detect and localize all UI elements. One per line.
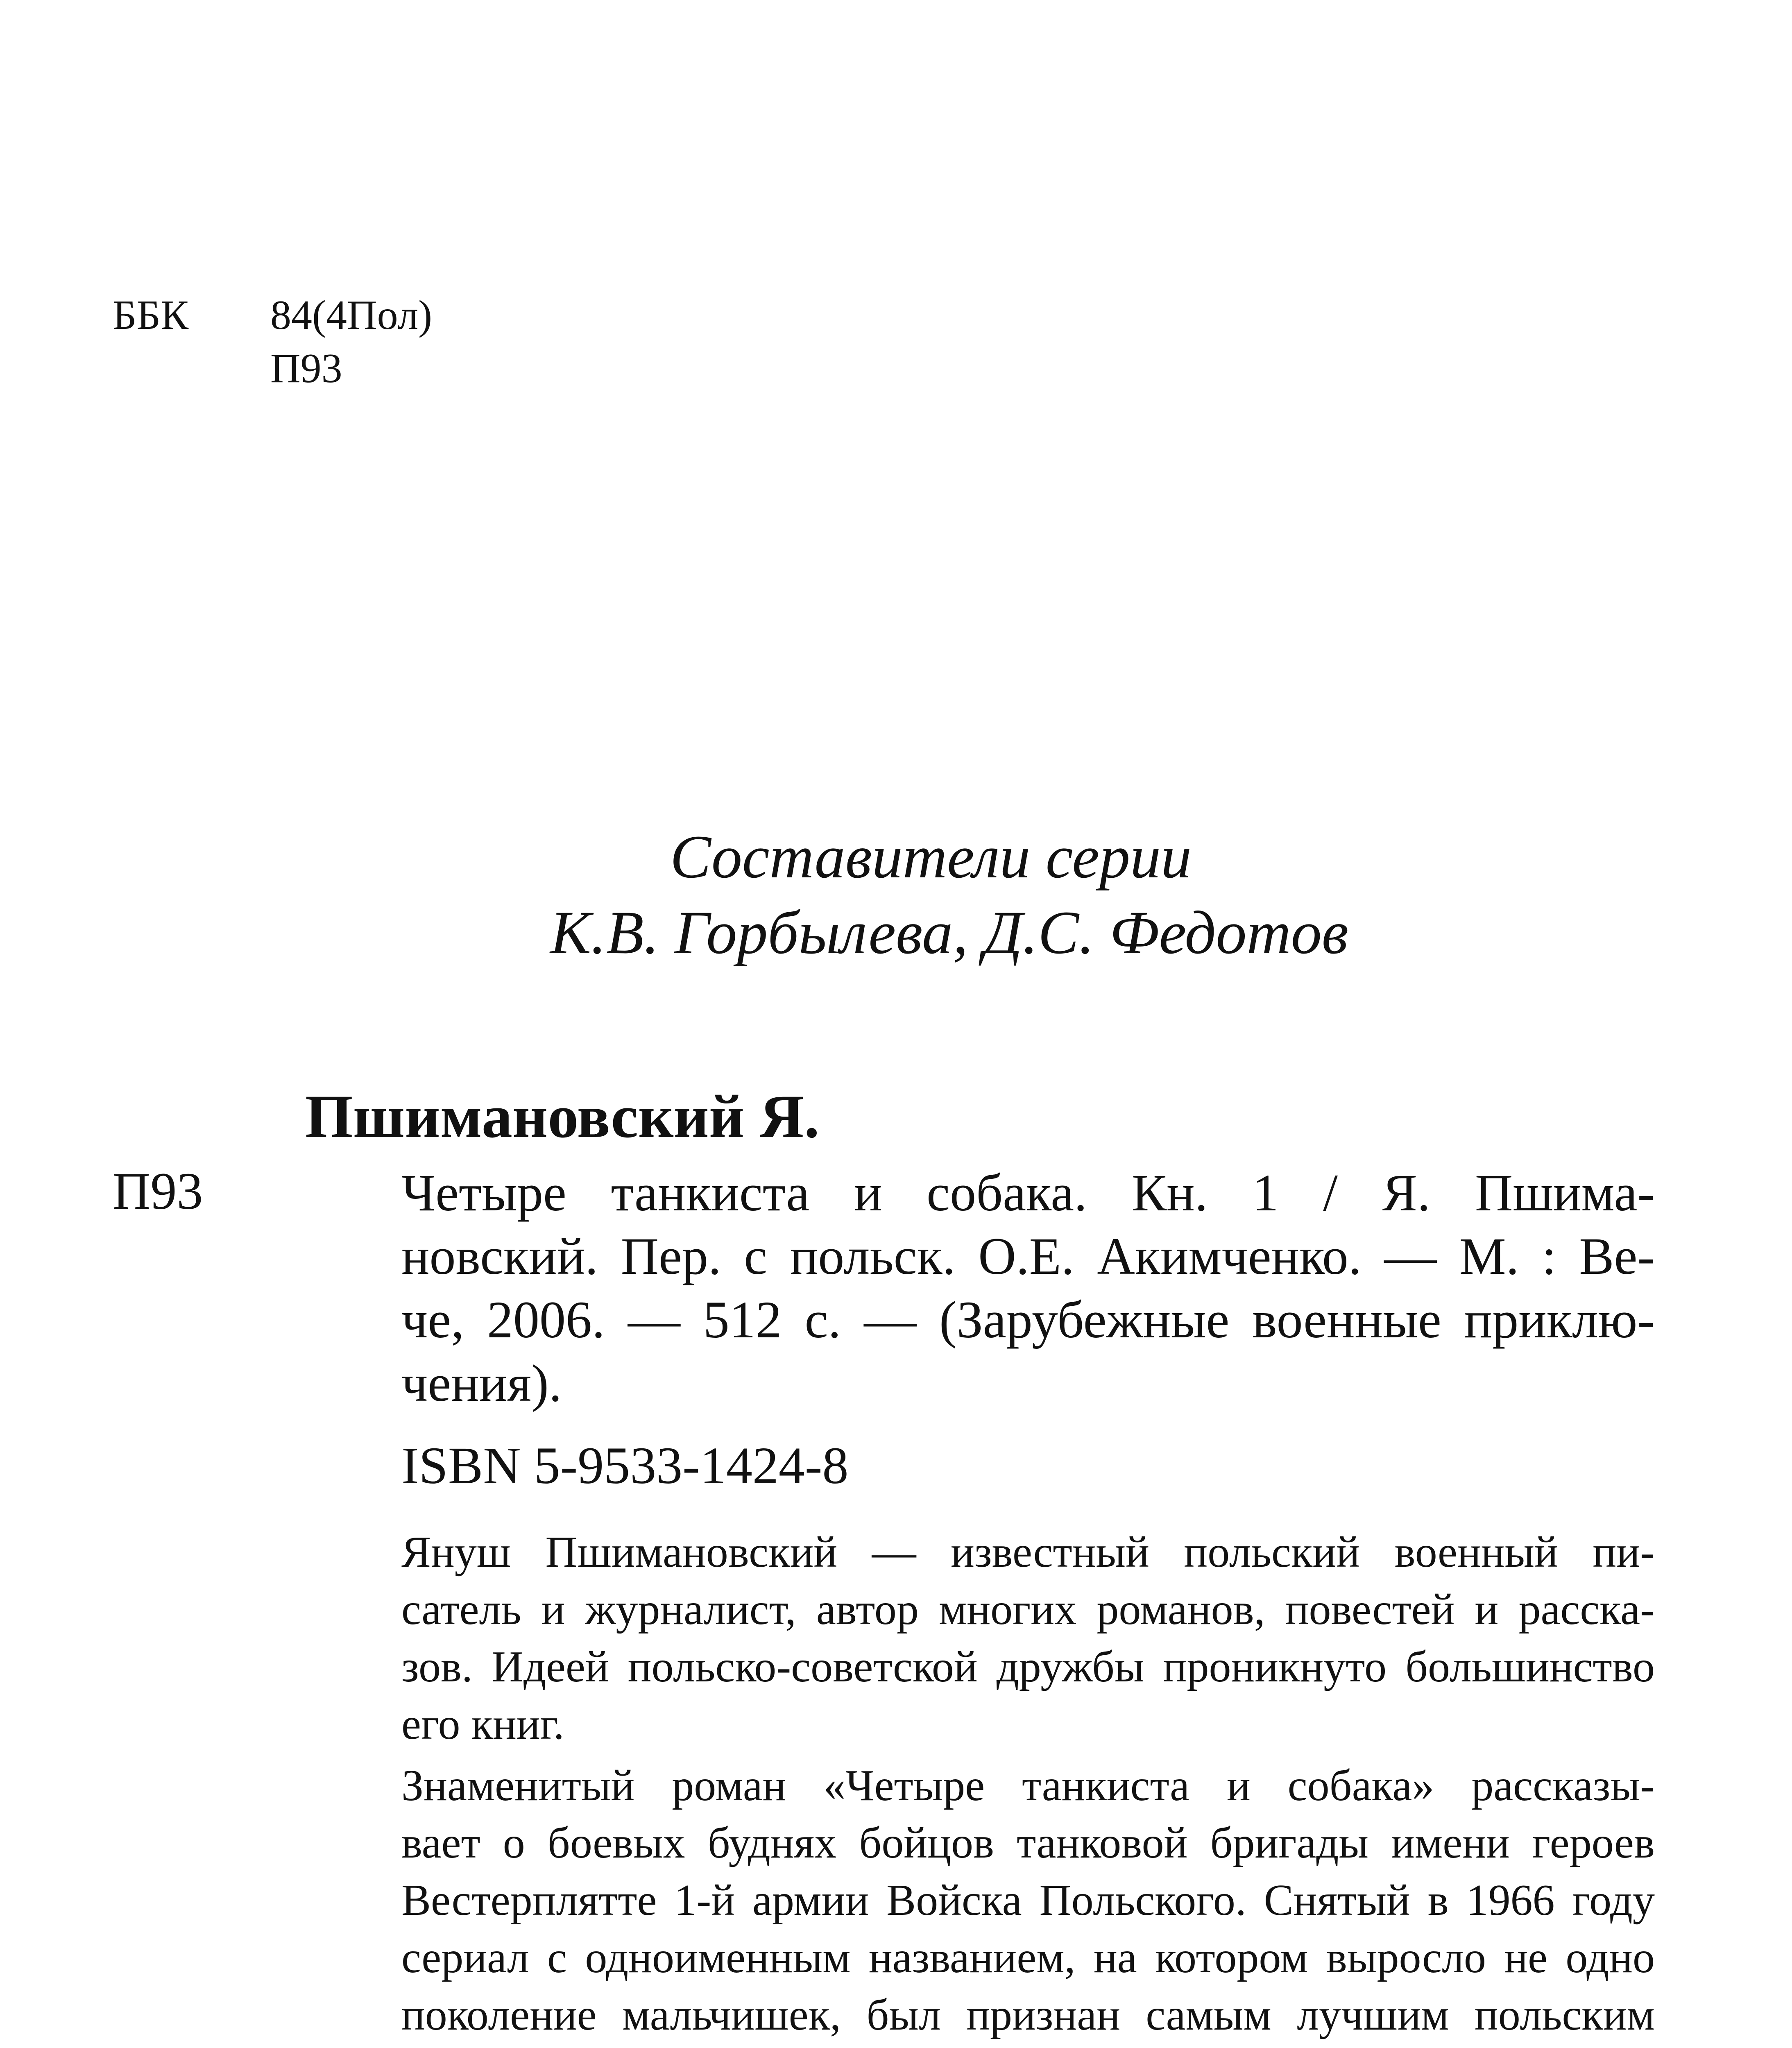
isbn-main: ISBN 5-9533-1424-8 [401, 1436, 849, 1495]
entry-line: чения). [401, 1354, 562, 1412]
annotation-paragraph-2 [401, 1757, 1655, 2048]
annotation-line: зов. Идеей польско-советской дружбы проникнуто большинство [401, 1642, 1655, 1691]
author-mark: П93 [270, 345, 342, 392]
compilers-heading: Составители серии [670, 823, 1192, 891]
entry-line: Четыре танкиста и собака. Кн. 1 / Я. Пшима- [401, 1164, 1655, 1222]
compilers-names: К.В. Горбылева, Д.С. Федотов [550, 899, 1348, 967]
annotation-line: Знаменитый роман «Четыре танкиста и собака» рассказы- [401, 1761, 1655, 1810]
entry-line: новский. Пер. с польск. О.Е. Акимченко. — М. : Ве- [401, 1227, 1655, 1285]
annotation-line: его книг. [401, 1700, 564, 1749]
annotation-line [401, 2044, 1655, 2048]
bbk-label: ББК [113, 292, 189, 338]
author-code: П93 [113, 1162, 203, 1220]
bbk-index-top [113, 289, 432, 395]
annotation-paragraph-1 [401, 1524, 1655, 1753]
annotation-line: сатель и журналист, автор многих романов, повестей и расска- [401, 1585, 1655, 1634]
annotation-line: Вестерплятте 1-й армии Войска Польского. Снятый в 1966 году [401, 1876, 1655, 1925]
annotation-line: Януш Пшимановский — известный польский военный пи- [401, 1528, 1655, 1577]
annotation-line: сериал с одноименным названием, на котором выросло не одно [401, 1933, 1655, 1982]
author-heading: Пшимановский Я. [305, 1083, 820, 1151]
bbk-code: 84(4Пол) [270, 292, 433, 338]
series-compilers [0, 819, 1792, 971]
bibliographic-entry [401, 1161, 1655, 1415]
annotation-line: поколение мальчишек, был признан самым лучшим польским [401, 1991, 1655, 2039]
annotation-line: вает о боевых буднях бойцов танковой бригады имени героев [401, 1819, 1655, 1867]
entry-line: че, 2006. — 512 с. — (Зарубежные военные приклю- [401, 1291, 1655, 1349]
